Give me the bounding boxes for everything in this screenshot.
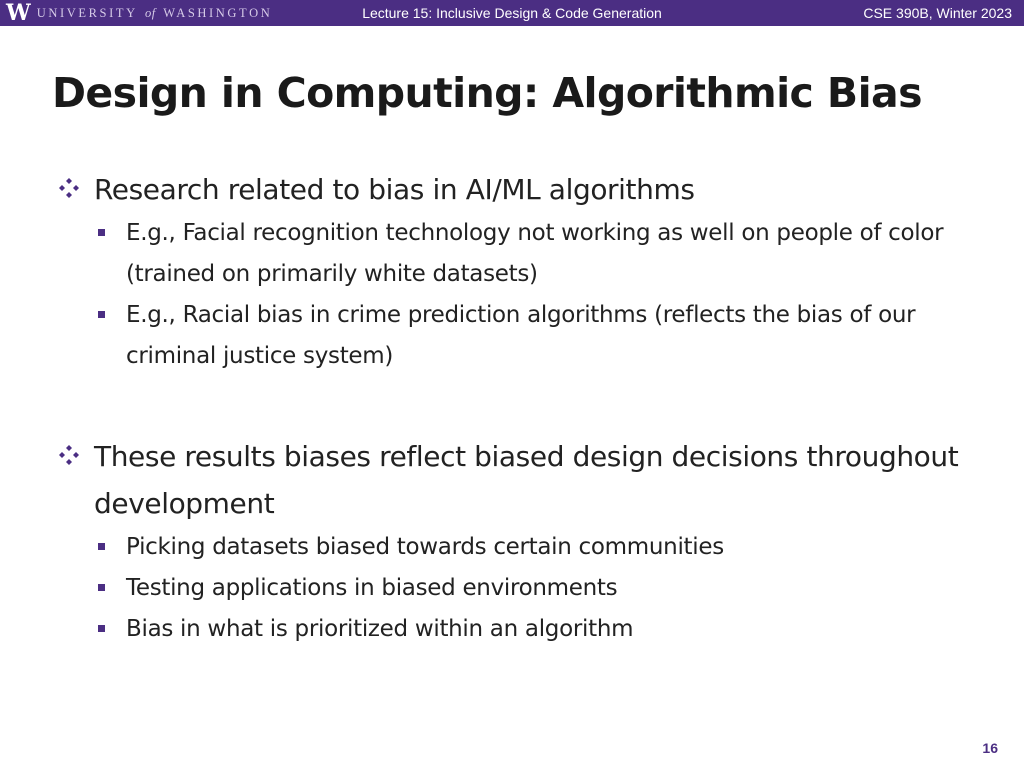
bullet-level2 [126,609,978,650]
bullet-level2 [126,527,978,568]
square-bullet-icon [98,229,105,236]
uw-w-logo-icon: W [6,0,31,26]
square-bullet-icon [98,625,105,632]
sub-bullet-text: E.g., Facial recognition technology not working as well on people of color (trained on primarily white datasets) [126,220,944,287]
slide-body [58,166,978,650]
uw-logo [6,1,272,25]
slide-title: Design in Computing: Algorithmic Bias [52,69,922,117]
course-label: CSE 390B, Winter 2023 [863,5,1012,21]
uw-wordmark: UNIVERSITY of WASHINGTON [36,6,273,20]
bullet-level2 [126,295,978,377]
lecture-title: Lecture 15: Inclusive Design & Code Generation [362,5,662,21]
square-bullet-icon [98,584,105,591]
page-number: 16 [982,740,998,756]
bullet-level2 [126,213,978,295]
bullet-level1 [58,166,978,213]
sub-bullet-text: Picking datasets biased towards certain communities [126,534,724,560]
bullet-text: Research related to bias in AI/ML algorithms [94,173,695,206]
spacer [58,377,978,433]
sub-bullet-text: Bias in what is prioritized within an algorithm [126,616,634,642]
bullet-level1 [58,433,978,527]
sub-bullet-text: E.g., Racial bias in crime prediction algorithms (reflects the bias of our criminal justice system) [126,302,916,369]
sub-bullet-text: Testing applications in biased environments [126,575,618,601]
diamond-bullet-icon [58,177,80,199]
bullet-level2 [126,568,978,609]
diamond-bullet-icon [58,444,80,466]
square-bullet-icon [98,543,105,550]
header-bar [0,0,1024,26]
square-bullet-icon [98,311,105,318]
bullet-text: These results biases reflect biased design decisions throughout development [94,440,959,520]
